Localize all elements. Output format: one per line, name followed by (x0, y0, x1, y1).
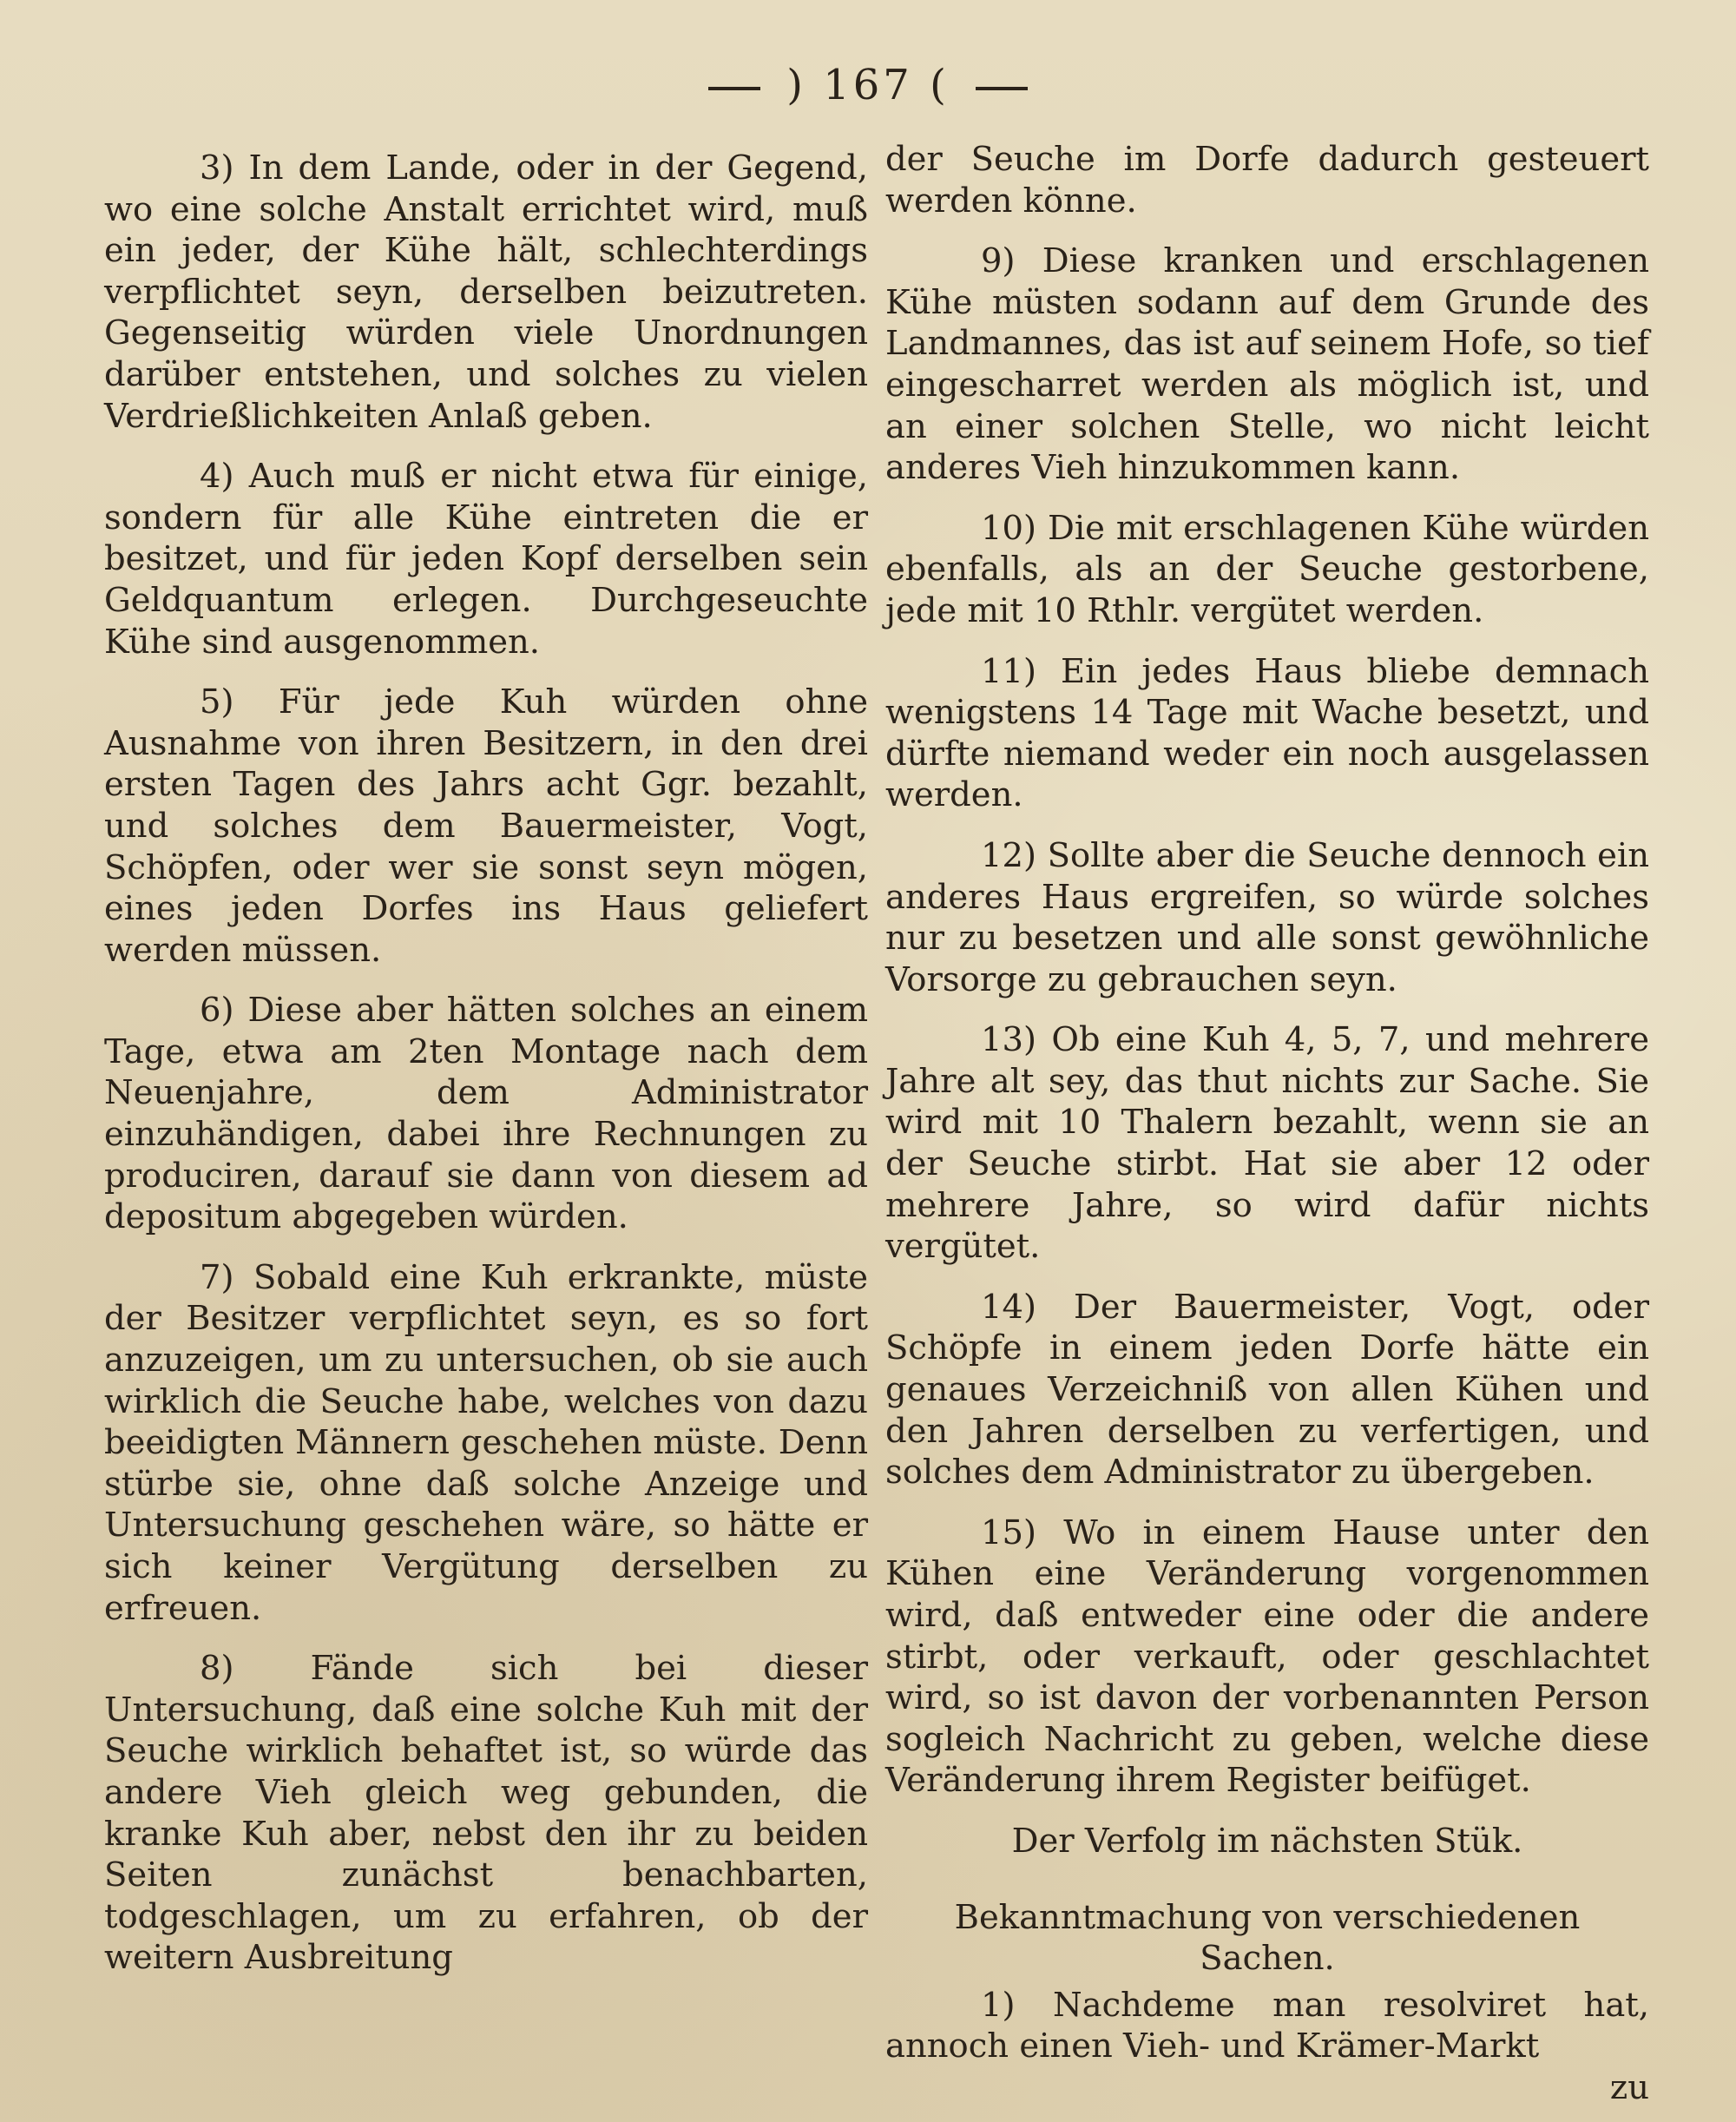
paragraph-11: 11) Ein jedes Haus bliebe demnach wenigstens 14 Tage mit Wache besetzt, und dürfte niemand weder ein noch ausgelassen werden. (885, 651, 1649, 815)
paragraph-4: 4) Auch muß er nicht etwa für einige, sondern für alle Kühe eintreten die er besitzet, und für jeden Kopf derselben sein Geldquantum erlegen. Durchgeseuchte Kühe sind ausgenommen. (104, 457, 868, 662)
paragraph-10: 10) Die mit erschlagenen Kühe würden ebenfalls, als an der Seuche gestorbene, jede mit 10 Rthlr. vergütet werden. (885, 508, 1649, 630)
notice-title: Bekanntmachung von verschiedenen Sachen. (954, 1897, 1581, 1979)
paragraph-15: 15) Wo in einem Hause unter den Kühen eine Veränderung vorgenommen wird, daß entweder eine oder die andere stirbt, oder verkauft, oder geschlachtet wird, so ist davon der vorbenannten Person sogleich Nachricht zu geben, welche diese Veränderung ihrem Register beifüget. (885, 1512, 1649, 1801)
header-rule-left (708, 87, 760, 90)
page-header (0, 61, 1736, 109)
paragraph-5: 5) Für jede Kuh würden ohne Ausnahme von ihren Besitzern, in den drei ersten Tagen des Jahrs acht Ggr. bezahlt, und solches dem Bauermeister, Vogt, Schöpfen, oder wer sie sonst seyn mögen, eines jeden Dorfes ins Haus geliefert werden müssen. (104, 682, 868, 970)
paragraph-3: 3) In dem Lande, oder in der Gegend, wo eine solche Anstalt errichtet wird, muß ein jeder, der Kühe hält, schlechterdings verpflichtet seyn, derselben beizutreten. Gegenseitig würden viele Unordnungen darüber entstehen, und solches zu vielen Verdrießlichkeiten Anlaß geben. (104, 148, 868, 436)
left-column (104, 148, 868, 1998)
paragraph-8-continuation: der Seuche im Dorfe dadurch gesteuert werden könne. (885, 140, 1649, 221)
paragraph-9: 9) Diese kranken und erschlagenen Kühe müsten sodann auf dem Grunde des Landmannes, das ist auf seinem Hofe, so tief eingescharret werden als möglich ist, und an einer solchen Stelle, wo nicht leicht anderes Vieh hinzukommen kann. (885, 241, 1649, 488)
notice-paragraph-1: 1) Nachdeme man resolviret hat, annoch einen Vieh- und Krämer-Markt (885, 1985, 1649, 2066)
paragraph-6: 6) Diese aber hätten solches an einem Tage, etwa am 2ten Montage nach dem Neuenjahre, dem Administrator einzuhändigen, dabei ihre Rechnungen zu produciren, darauf sie dann von diesem ad depositum abgegeben würden. (104, 991, 868, 1237)
page-number: ) 167 ( (786, 61, 950, 109)
paragraph-7: 7) Sobald eine Kuh erkrankte, müste der Besitzer verpflichtet seyn, es so fort anzuzeigen, um zu untersuchen, ob sie auch wirklich die Seuche habe, welches von dazu beeidigten Männern geschehen müste. Denn stürbe sie, ohne daß solche Anzeige und Untersuchung geschehen wäre, so hätte er sich keiner Vergütung derselben zu erfreuen. (104, 1257, 868, 1628)
continued-note: Der Verfolg im nächsten Stük. (1011, 1821, 1523, 1861)
paragraph-8: 8) Fände sich bei dieser Untersuchung, daß eine solche Kuh mit der Seuche wirklich behaftet ist, so würde das andere Vieh gleich weg gebunden, die kranke Kuh aber, nebst den ihr zu beiden Seiten zunächst benachbarten, todgeschlagen, um zu erfahren, ob der weitern Ausbreitung (104, 1649, 868, 1978)
paragraph-13: 13) Ob eine Kuh 4, 5, 7, und mehrere Jahre alt sey, das thut nichts zur Sache. Sie wird mit 10 Thalern bezahlt, wenn sie an der Seuche stirbt. Hat sie aber 12 oder mehrere Jahre, so wird dafür nichts vergütet. (885, 1020, 1649, 1267)
catchword: zu (1609, 2067, 1649, 2107)
paragraph-14: 14) Der Bauermeister, Vogt, oder Schöpfe in einem jeden Dorfe hätte ein genaues Verzeichniß von allen Kühen und den Jahren derselben zu verfertigen, und solches dem Administrator zu übergeben. (885, 1287, 1649, 1493)
header-rule-right (976, 87, 1028, 90)
right-column (885, 139, 1649, 2109)
paragraph-12: 12) Sollte aber die Seuche dennoch ein anderes Haus ergreifen, so würde solches nur zu besetzen und alle sonst gewöhnliche Vorsorge zu gebrauchen seyn. (885, 835, 1649, 999)
